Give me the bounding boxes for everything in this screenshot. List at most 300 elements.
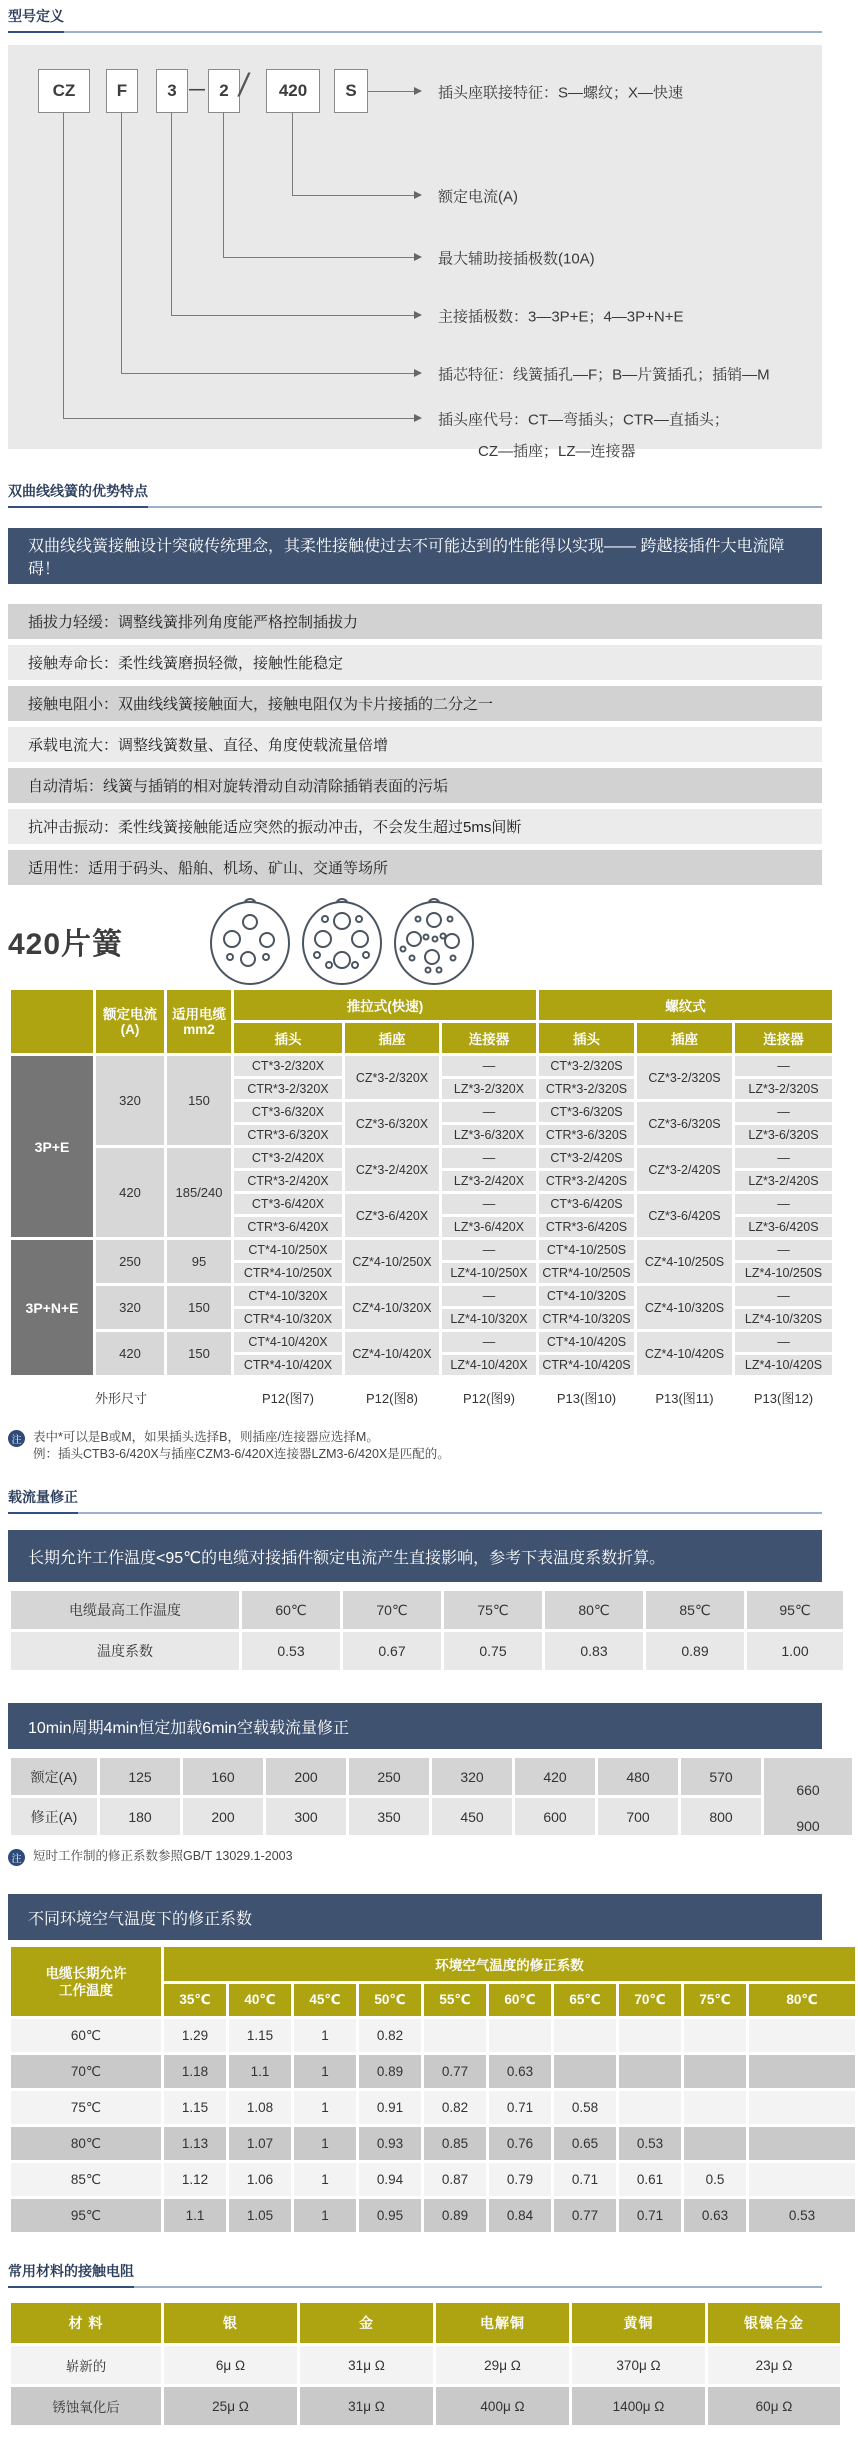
row-label-cell: 80℃ [11, 2127, 161, 2160]
feature-item: 自动清垢：线簧与插销的相对旋转滑动自动清除插销表面的污垢 [8, 768, 822, 803]
value-cell: 0.77 [424, 2055, 486, 2088]
value-cell: 6μ Ω [164, 2346, 297, 2384]
callout-label-contact-type: 插芯特征：线簧插孔—F；B—片簧插孔；插销—M [438, 366, 770, 384]
value-cell [684, 2127, 746, 2160]
value-cell: 1.1 [229, 2055, 291, 2088]
row-label-cell: 75℃ [11, 2091, 161, 2124]
table-footer-row [11, 1378, 832, 1416]
model-cell: LZ*4-10/420X [442, 1355, 536, 1375]
value-cell: 1400μ Ω [572, 2387, 705, 2425]
table-note [8, 1429, 822, 1463]
model-cell: CZ*3-6/420X [345, 1194, 439, 1237]
table-row [11, 2055, 855, 2088]
value-cell: 0.84 [489, 2199, 551, 2232]
value-cell: 1 [294, 2019, 356, 2052]
model-code-box-cz: CZ [38, 69, 90, 113]
product-model-table [8, 987, 835, 1419]
footer-dimension-cell: P12(图9) [462, 1390, 516, 1406]
callout-label-aux-poles: 最大辅助接插极数(10A) [438, 250, 595, 268]
model-cell: CT*4-10/250S [539, 1240, 634, 1260]
ambient-correction-table [8, 1944, 858, 2235]
note-icon: 注 [8, 1849, 25, 1866]
model-cell: CZ*3-6/420S [637, 1194, 732, 1237]
value-cell: 0.61 [619, 2163, 681, 2196]
row-label-cell: 修正(A) [11, 1798, 97, 1835]
header-sub-plug: 插头 [539, 1023, 634, 1053]
value-cell: 1.12 [164, 2163, 226, 2196]
dash-cell: — [735, 1332, 832, 1352]
dash-cell: — [442, 1148, 536, 1168]
header-sub-connector: 连接器 [735, 1023, 832, 1053]
value-cell: 320 [432, 1758, 512, 1795]
model-cell: CZ*4-10/320S [637, 1286, 732, 1329]
model-cell: LZ*3-2/420X [442, 1171, 536, 1191]
model-cell: CZ*4-10/250S [637, 1240, 732, 1283]
model-cell: CTR*3-6/420S [539, 1217, 634, 1237]
feature-item: 适用性：适用于码头、船舶、机场、矿山、交通等场所 [8, 850, 822, 885]
pianhuang-title: 420片簧 [8, 928, 124, 961]
model-cell: CT*3-6/420X [234, 1194, 342, 1214]
value-cell: 0.71 [554, 2163, 616, 2196]
header-ambient-group: 环境空气温度的修正系数 [164, 1947, 855, 1981]
value-cell: 0.93 [359, 2127, 421, 2160]
header-ambient-temp: 75℃ [684, 1984, 746, 2016]
row-label-cell: 85℃ [11, 2163, 161, 2196]
cable-cell: 150 [167, 1056, 231, 1145]
current-cell: 250 [96, 1240, 164, 1283]
value-cell: 420 [515, 1758, 595, 1795]
cable-cell: 150 [167, 1332, 231, 1375]
model-cell: LZ*3-6/320X [442, 1125, 536, 1145]
value-cell: 23μ Ω [708, 2346, 840, 2384]
model-cell: CTR*3-6/320S [539, 1125, 634, 1145]
current-cell: 320 [96, 1056, 164, 1145]
value-cell [749, 2127, 855, 2160]
model-cell: CZ*3-2/420X [345, 1148, 439, 1191]
value-cell: 700 [598, 1798, 678, 1835]
current-cell: 320 [96, 1286, 164, 1329]
header-material: 银 [164, 2303, 297, 2343]
dash-cell: — [442, 1194, 536, 1214]
row-label-cell: 额定(A) [11, 1758, 97, 1795]
value-cell: 75℃ [444, 1591, 542, 1629]
table-row [11, 2127, 855, 2160]
header-ambient-temp: 35℃ [164, 1984, 226, 2016]
value-cell: 0.75 [444, 1632, 542, 1670]
callout-line [63, 112, 64, 418]
value-cell [619, 2091, 681, 2124]
dash-cell: — [442, 1240, 536, 1260]
value-cell: 0.53 [749, 2199, 855, 2232]
row-label-cell: 95℃ [11, 2199, 161, 2232]
row-label-cell: 崭新的 [11, 2346, 161, 2384]
dash-cell: — [735, 1194, 832, 1214]
header-ambient-temp: 70℃ [619, 1984, 681, 2016]
table-row [11, 1798, 852, 1835]
model-cell: CZ*4-10/420S [637, 1332, 732, 1375]
callout-line [121, 373, 416, 374]
header-ambient-temp: 60℃ [489, 1984, 551, 2016]
value-cell: 85℃ [646, 1591, 744, 1629]
callout-line [223, 112, 224, 257]
value-cell: 0.76 [489, 2127, 551, 2160]
footer-label-cell: 外形尺寸 [94, 1390, 147, 1406]
value-cell: 1.06 [229, 2163, 291, 2196]
header-material: 黄铜 [572, 2303, 705, 2343]
callout-arrow-icon [414, 253, 422, 261]
value-cell: 1.00 [747, 1632, 843, 1670]
value-cell [749, 2163, 855, 2196]
value-cell [554, 2055, 616, 2088]
value-cell: 1 [294, 2163, 356, 2196]
value-cell [554, 2019, 616, 2052]
model-cell: CT*3-6/320X [234, 1102, 342, 1122]
value-cell: 200 [183, 1798, 263, 1835]
callout-line [223, 257, 416, 258]
feature-item: 接触寿命长：柔性线簧磨损轻微，接触性能稳定 [8, 645, 822, 680]
feature-item: 抗冲击振动：柔性线簧接触能适应突然的振动冲击，不会发生超过5ms间断 [8, 809, 822, 844]
table-row [11, 1332, 832, 1352]
table-row [11, 1056, 832, 1076]
callout-arrow-icon [414, 414, 422, 422]
value-cell: 0.63 [489, 2055, 551, 2088]
value-cell: 95℃ [747, 1591, 843, 1629]
value-cell: 1 [294, 2091, 356, 2124]
value-cell: 160 [183, 1758, 263, 1795]
value-cell: 0.65 [554, 2127, 616, 2160]
value-cell: 70℃ [343, 1591, 441, 1629]
row-label-cell: 60℃ [11, 2019, 161, 2052]
table-row [11, 2346, 840, 2384]
model-cell: CT*3-2/320S [539, 1056, 634, 1076]
model-cell: LZ*4-10/320X [442, 1309, 536, 1329]
model-cell: CTR*3-2/420X [234, 1171, 342, 1191]
model-cell: LZ*3-2/420S [735, 1171, 832, 1191]
model-code-box-3: 3 [156, 69, 188, 113]
value-cell: 0.82 [359, 2019, 421, 2052]
callout-label-connection: 插头座联接特征：S—螺纹；X—快速 [438, 84, 684, 102]
model-cell: CTR*4-10/420S [539, 1355, 634, 1375]
cycle-correction-table [8, 1755, 855, 1838]
model-cell: LZ*3-2/320X [442, 1079, 536, 1099]
header-ambient-temp: 55℃ [424, 1984, 486, 2016]
callout-label-series-code: 插头座代号：CT—弯插头；CTR—直插头； [438, 411, 729, 429]
section-title-materials-text: 常用材料的接触电阻 [8, 2261, 134, 2288]
callout-label-main-poles: 主接插极数：3—3P+E；4—3P+N+E [438, 308, 684, 326]
derating-banner: 长期允许工作温度<95℃的电缆对接插件额定电流产生直接影响，参考下表温度系数折算。 [8, 1530, 822, 1582]
table-row [11, 1286, 832, 1306]
model-cell: CZ*3-2/320X [345, 1056, 439, 1099]
model-cell: CTR*3-2/420S [539, 1171, 634, 1191]
note-line: 表中*可以是B或M，如果插头选择B，则插座/连接器应选择M。 [33, 1430, 379, 1444]
model-code-box-f: F [106, 69, 138, 113]
table-row [11, 1591, 843, 1629]
value-cell: 0.53 [242, 1632, 340, 1670]
header-group-screw: 螺纹式 [539, 990, 832, 1020]
header-ambient-temp: 80℃ [749, 1984, 855, 2016]
dash-cell: — [735, 1148, 832, 1168]
value-cell: 0.89 [646, 1632, 744, 1670]
model-cell: CT*3-6/420S [539, 1194, 634, 1214]
callout-arrow-icon [414, 191, 422, 199]
value-cell: 0.94 [359, 2163, 421, 2196]
value-cell: 0.89 [424, 2199, 486, 2232]
cycle-note [8, 1848, 822, 1866]
table-row [11, 2019, 855, 2052]
model-cell: CT*3-2/320X [234, 1056, 342, 1076]
model-cell: CTR*4-10/420X [234, 1355, 342, 1375]
dash-cell: — [442, 1056, 536, 1076]
table-row [11, 2091, 855, 2124]
value-cell: 25μ Ω [164, 2387, 297, 2425]
header-sub-socket: 插座 [345, 1023, 439, 1053]
cycle-banner: 10min周期4min恒定加载6min空载载流量修正 [8, 1703, 822, 1749]
model-cell: CZ*3-2/420S [637, 1148, 732, 1191]
section-title-advantages [8, 475, 822, 508]
connector-diagram-3-2-icon [206, 895, 294, 987]
value-cell: 1.18 [164, 2055, 226, 2088]
model-cell: CT*4-10/420X [234, 1332, 342, 1352]
value-cell: 1.15 [164, 2091, 226, 2124]
value-cell: 80℃ [545, 1591, 643, 1629]
row-label-cell: 温度系数 [11, 1632, 239, 1670]
group-label-cell: 3P+E [11, 1056, 93, 1237]
callout-label-rated-current: 额定电流(A) [438, 188, 518, 206]
model-cell: CTR*3-2/320X [234, 1079, 342, 1099]
value-660: 660 [796, 1782, 820, 1798]
callout-label-series-code-line2: CZ—插座；LZ—连接器 [478, 443, 636, 460]
dash-cell: — [735, 1056, 832, 1076]
header-ambient-temp: 40℃ [229, 1984, 291, 2016]
section-title-derating-text: 载流量修正 [8, 1487, 78, 1514]
connector-diagram-4-10-icon [390, 895, 478, 987]
value-cell: 600 [515, 1798, 595, 1835]
footer-dimension-cell: P13(图11) [655, 1390, 714, 1406]
header-ambient-temp: 45℃ [294, 1984, 356, 2016]
model-cell: CT*4-10/250X [234, 1240, 342, 1260]
model-cell: CT*4-10/420S [539, 1332, 634, 1352]
dash-cell: — [735, 1102, 832, 1122]
value-cell: 1 [294, 2055, 356, 2088]
feature-list [0, 604, 830, 885]
current-cell: 420 [96, 1148, 164, 1237]
model-code-slash: / [239, 67, 248, 103]
value-cell: 570 [681, 1758, 761, 1795]
temperature-coefficient-table [8, 1588, 846, 1673]
callout-arrow-icon [414, 311, 422, 319]
model-cell: LZ*4-10/320S [735, 1309, 832, 1329]
current-cell: 420 [96, 1332, 164, 1375]
header-ambient-temp: 50℃ [359, 1984, 421, 2016]
value-cell [684, 2055, 746, 2088]
callout-line [63, 418, 416, 419]
value-cell [619, 2055, 681, 2088]
value-cell: 1.13 [164, 2127, 226, 2160]
advantages-banner: 双曲线线簧接触设计突破传统理念，其柔性接触使过去不可能达到的性能得以实现—— 跨越接插件大电流障碍！ [8, 528, 822, 584]
ambient-banner: 不同环境空气温度下的修正系数 [8, 1894, 822, 1940]
model-cell: CT*3-2/420X [234, 1148, 342, 1168]
section-title-advantages-text: 双曲线线簧的优势特点 [8, 481, 148, 508]
header-group-pushpull: 推拉式(快速) [234, 990, 536, 1020]
model-cell: CZ*3-6/320X [345, 1102, 439, 1145]
value-cell: 0.95 [359, 2199, 421, 2232]
value-cell: 480 [598, 1758, 678, 1795]
table-row [11, 2199, 855, 2232]
feature-item: 接触电阻小：双曲线线簧接触面大，接触电阻仅为卡片接插的二分之一 [8, 686, 822, 721]
value-cell: 1 [294, 2199, 356, 2232]
value-cell [424, 2019, 486, 2052]
value-cell: 180 [100, 1798, 180, 1835]
table-row [11, 2387, 840, 2425]
model-cell: CZ*3-6/320S [637, 1102, 732, 1145]
footer-dimension-cell: P12(图7) [261, 1390, 315, 1406]
cable-cell: 95 [167, 1240, 231, 1283]
callout-line [121, 112, 122, 373]
value-cell: 31μ Ω [300, 2346, 433, 2384]
cable-cell: 150 [167, 1286, 231, 1329]
connector-diagram-3-6-icon [298, 895, 386, 987]
model-cell: CT*3-2/420S [539, 1148, 634, 1168]
model-cell: CZ*4-10/320X [345, 1286, 439, 1329]
model-cell: LZ*3-2/320S [735, 1079, 832, 1099]
model-code-diagram [8, 45, 822, 460]
model-cell: CTR*3-6/320X [234, 1125, 342, 1145]
section-title-derating [8, 1481, 822, 1514]
model-cell: LZ*4-10/420S [735, 1355, 832, 1375]
staggered-value-cell [764, 1758, 852, 1835]
model-code-dash: — [189, 81, 205, 98]
group-label-cell: 3P+N+E [11, 1240, 93, 1375]
pianhuang-section [8, 895, 822, 987]
footer-dimension-cell: P12(图8) [365, 1390, 419, 1406]
value-cell: 1.15 [229, 2019, 291, 2052]
note-line: 例：插头CTB3-6/420X与插座CZM3-6/420X连接器LZM3-6/420X是匹配的。 [33, 1447, 450, 1461]
value-cell: 450 [432, 1798, 512, 1835]
model-cell: CT*3-6/320S [539, 1102, 634, 1122]
header-corner-blank [11, 990, 93, 1053]
value-cell: 200 [266, 1758, 346, 1795]
footer-dimension-cell: P13(图10) [556, 1390, 617, 1406]
value-cell [684, 2091, 746, 2124]
header-sub-socket: 插座 [637, 1023, 732, 1053]
value-cell: 0.82 [424, 2091, 486, 2124]
value-cell: 0.85 [424, 2127, 486, 2160]
model-cell: CT*4-10/320X [234, 1286, 342, 1306]
feature-item: 插拔力轻缓：调整线簧排列角度能严格控制插拔力 [8, 604, 822, 639]
value-cell: 0.79 [489, 2163, 551, 2196]
dash-cell: — [442, 1102, 536, 1122]
callout-line [368, 91, 416, 92]
header-material: 金 [300, 2303, 433, 2343]
table-row [11, 1240, 832, 1260]
footer-dimension-cell: P13(图12) [753, 1390, 814, 1406]
value-cell: 400μ Ω [436, 2387, 569, 2425]
model-cell: CTR*4-10/250S [539, 1263, 634, 1283]
note-icon: 注 [8, 1430, 25, 1447]
model-code-box-s: S [334, 69, 368, 113]
model-cell: CTR*4-10/250X [234, 1263, 342, 1283]
value-cell [489, 2019, 551, 2052]
value-cell: 125 [100, 1758, 180, 1795]
value-cell: 370μ Ω [572, 2346, 705, 2384]
model-cell: CZ*4-10/420X [345, 1332, 439, 1375]
value-900: 900 [796, 1818, 820, 1834]
header-cable-temp: 电缆长期允许 工作温度 [11, 1947, 161, 2016]
header-sub-plug: 插头 [234, 1023, 342, 1053]
model-cell: CT*4-10/320S [539, 1286, 634, 1306]
model-code-box-420: 420 [266, 69, 320, 113]
header-material: 电解铜 [436, 2303, 569, 2343]
value-cell [749, 2091, 855, 2124]
value-cell [749, 2055, 855, 2088]
value-cell: 0.71 [489, 2091, 551, 2124]
dash-cell: — [735, 1286, 832, 1306]
value-cell: 1.08 [229, 2091, 291, 2124]
model-cell: LZ*4-10/250X [442, 1263, 536, 1283]
callout-line [171, 315, 416, 316]
cable-cell: 185/240 [167, 1148, 231, 1237]
table-row [11, 1758, 852, 1795]
section-title-model [8, 0, 822, 33]
value-cell: 350 [349, 1798, 429, 1835]
model-cell: CTR*3-2/320S [539, 1079, 634, 1099]
value-cell [684, 2019, 746, 2052]
row-label-cell: 70℃ [11, 2055, 161, 2088]
value-cell: 0.53 [619, 2127, 681, 2160]
section-title-materials [8, 2255, 822, 2288]
value-cell: 0.5 [684, 2163, 746, 2196]
header-material: 材 料 [11, 2303, 161, 2343]
value-cell [749, 2019, 855, 2052]
value-cell: 0.71 [619, 2199, 681, 2232]
materials-resistance-table [8, 2300, 843, 2428]
value-cell: 0.87 [424, 2163, 486, 2196]
header-material: 银镍合金 [708, 2303, 840, 2343]
feature-item: 承载电流大：调整线簧数量、直径、角度使载流量倍增 [8, 727, 822, 762]
table-row [11, 1148, 832, 1168]
value-cell: 800 [681, 1798, 761, 1835]
model-cell: LZ*3-6/420X [442, 1217, 536, 1237]
value-cell: 0.63 [684, 2199, 746, 2232]
dash-cell: — [442, 1332, 536, 1352]
value-cell: 1.05 [229, 2199, 291, 2232]
value-cell: 60μ Ω [708, 2387, 840, 2425]
callout-arrow-icon [414, 369, 422, 377]
row-label-cell: 锈蚀氧化后 [11, 2387, 161, 2425]
model-cell: LZ*3-6/420S [735, 1217, 832, 1237]
value-cell: 31μ Ω [300, 2387, 433, 2425]
header-rated-current: 额定电流 (A) [96, 990, 164, 1053]
value-cell: 0.58 [554, 2091, 616, 2124]
table-row [11, 2163, 855, 2196]
row-label-cell: 电缆最高工作温度 [11, 1591, 239, 1629]
value-cell: 300 [266, 1798, 346, 1835]
model-cell: CTR*4-10/320S [539, 1309, 634, 1329]
model-cell: CTR*4-10/320X [234, 1309, 342, 1329]
value-cell: 1.07 [229, 2127, 291, 2160]
value-cell: 29μ Ω [436, 2346, 569, 2384]
dash-cell: — [735, 1240, 832, 1260]
section-title-model-text: 型号定义 [8, 6, 64, 33]
table-row [11, 1632, 843, 1670]
value-cell: 0.89 [359, 2055, 421, 2088]
value-cell: 0.91 [359, 2091, 421, 2124]
header-sub-connector: 连接器 [442, 1023, 536, 1053]
model-cell: LZ*3-6/320S [735, 1125, 832, 1145]
dash-cell: — [442, 1286, 536, 1306]
header-ambient-temp: 65℃ [554, 1984, 616, 2016]
value-cell: 1.1 [164, 2199, 226, 2232]
